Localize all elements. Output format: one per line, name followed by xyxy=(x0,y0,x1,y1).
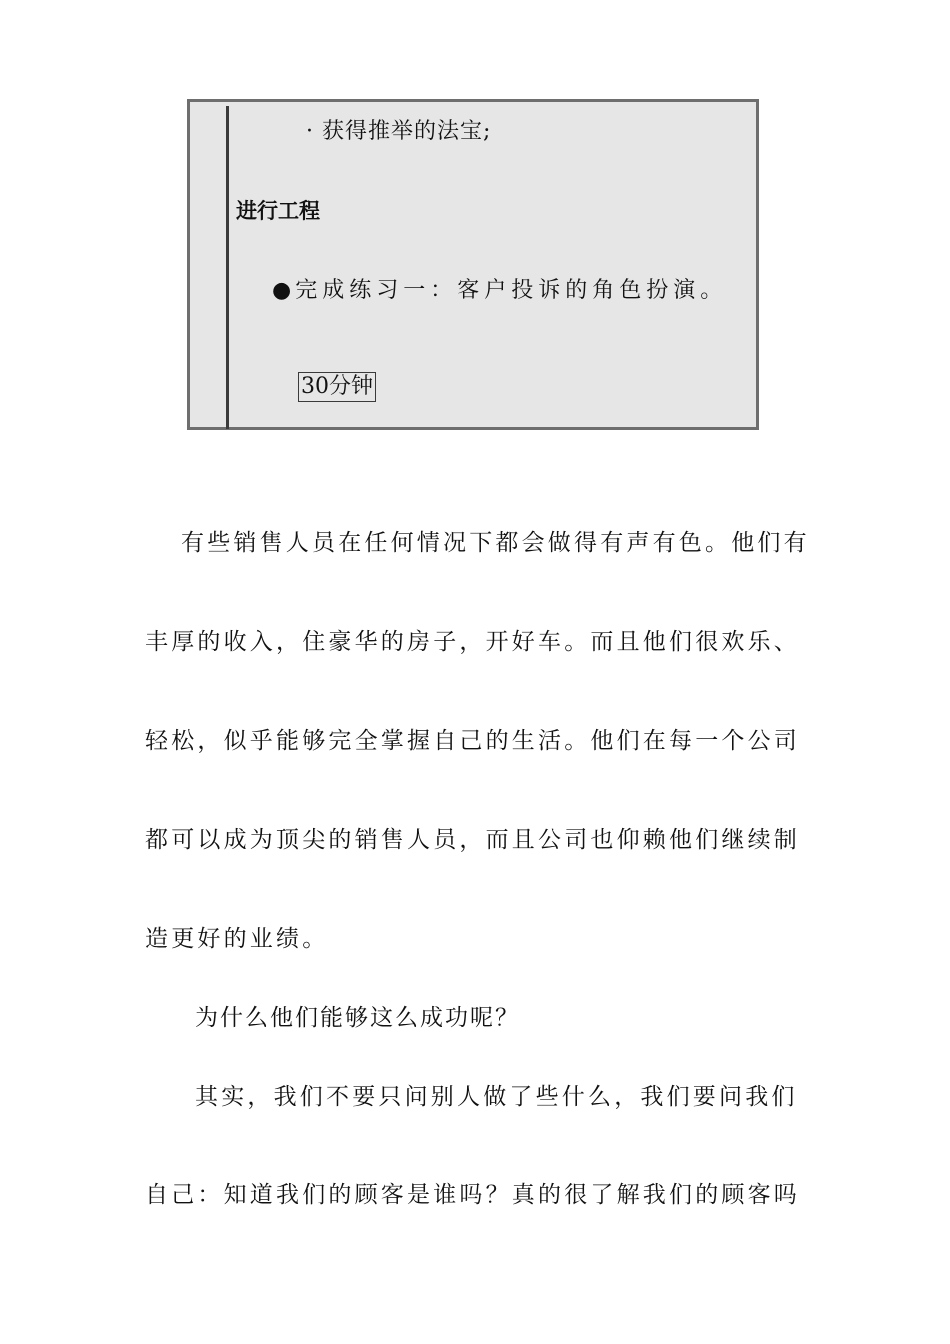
filled-circle-bullet-icon: ● xyxy=(272,278,292,303)
exercise-text: 完成练习一：客户投诉的角色扮演。 xyxy=(295,278,728,303)
paragraph-line: 有些销售人员在任何情况下都会做得有声有色。他们有 xyxy=(181,530,810,556)
exercise-item xyxy=(272,277,727,305)
paragraph-line: 轻松，似乎能够完全掌握自己的生活。他们在每一个公司 xyxy=(145,728,800,754)
training-outline-box xyxy=(187,99,759,430)
paragraph-line: 都可以成为顶尖的销售人员，而且公司也仰赖他们继续制 xyxy=(145,827,800,853)
paragraph-line: 丰厚的收入，住豪华的房子，开好车。而且他们很欢乐、 xyxy=(145,629,800,655)
vertical-rule xyxy=(226,106,229,429)
paragraph-line: 为什么他们能够这么成功呢？ xyxy=(195,1005,520,1031)
paragraph-line: 自己：知道我们的顾客是谁吗？真的很了解我们的顾客吗 xyxy=(145,1182,800,1208)
outline-bullet-item: · 获得推举的法宝; xyxy=(306,119,492,144)
paragraph-line: 其实，我们不要只问别人做了些什么，我们要问我们 xyxy=(195,1084,798,1110)
duration-badge: 30分钟 xyxy=(298,372,376,402)
paragraph-line: 造更好的业绩。 xyxy=(145,926,329,952)
section-heading: 进行工程 xyxy=(236,199,320,223)
